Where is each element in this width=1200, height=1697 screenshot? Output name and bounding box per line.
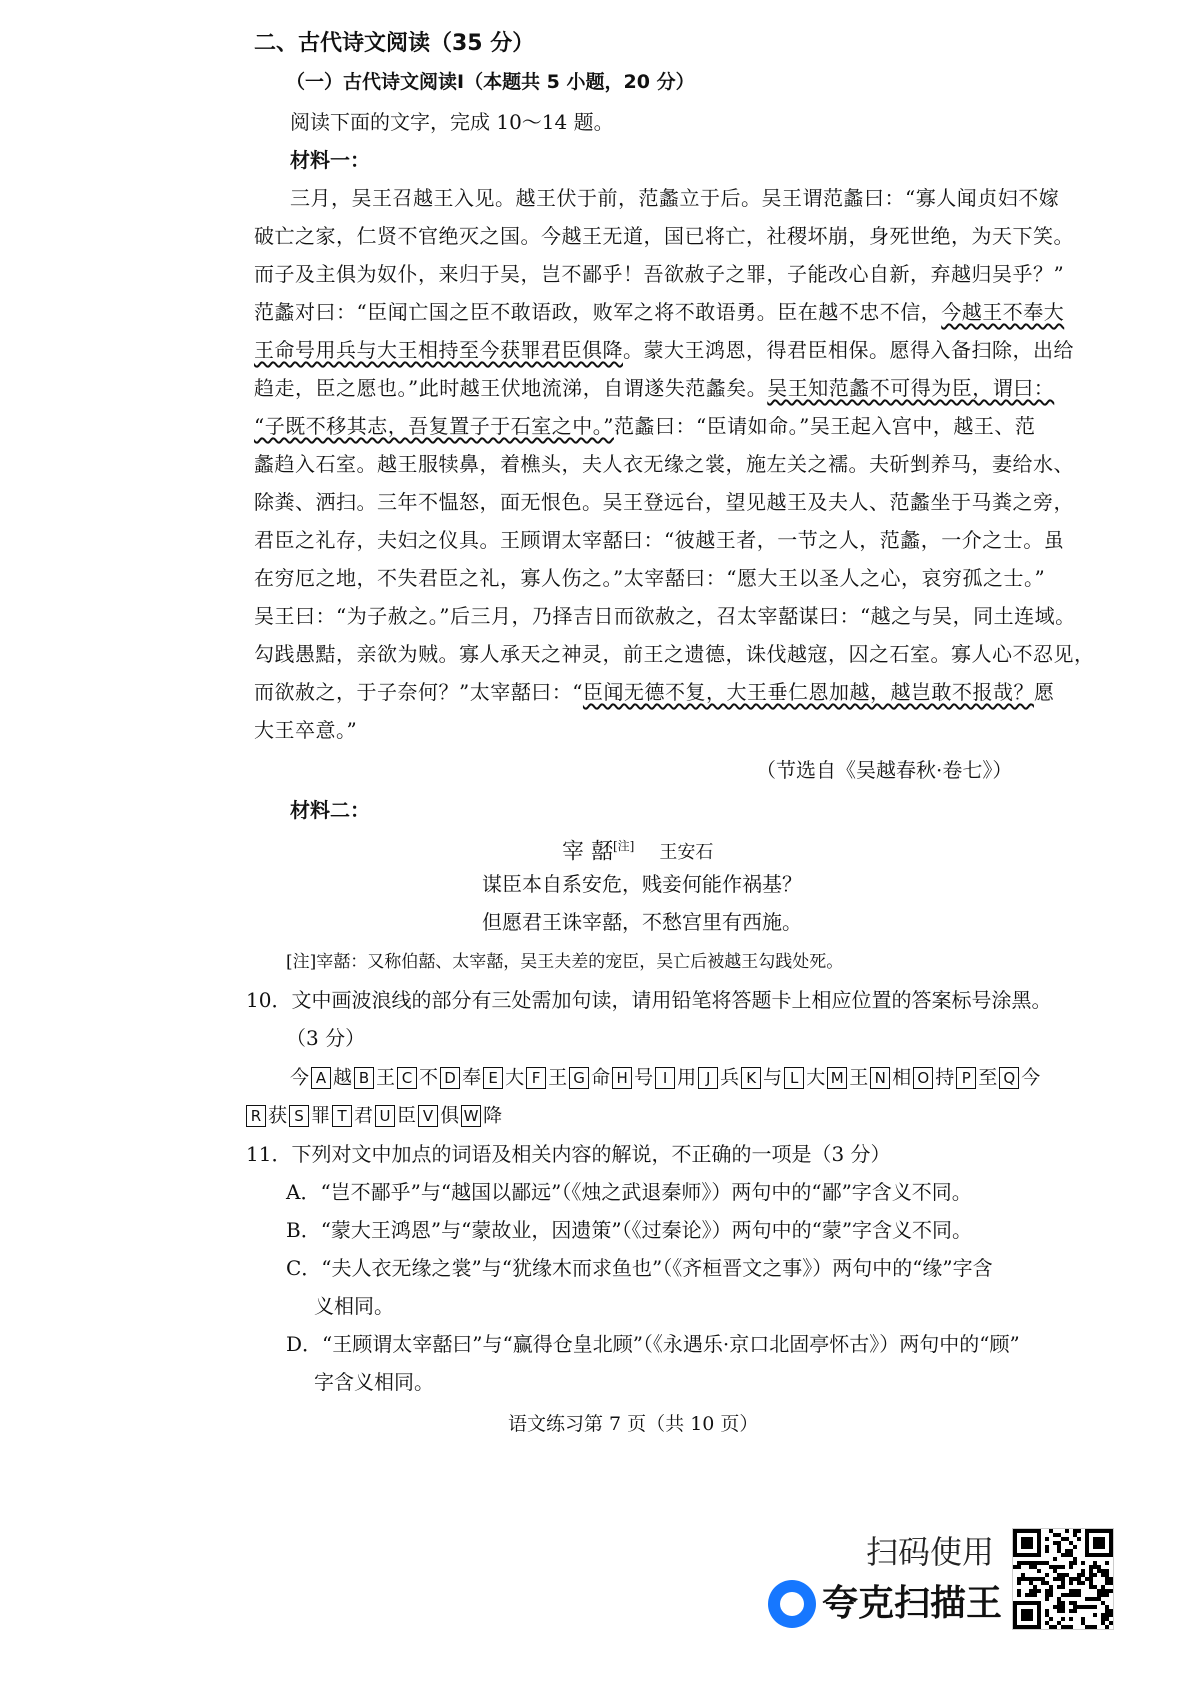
qr-module — [1017, 1581, 1021, 1585]
passage-line: 三月，吴王召越王入见。越王伏于前，范蠡立于后。吴王谓范蠡曰：“寡人闻贞妇不嫁 — [290, 186, 1060, 210]
qr-module — [1037, 1569, 1041, 1573]
answer-box-l[interactable]: L — [784, 1067, 804, 1089]
qr-module — [1105, 1573, 1109, 1577]
qr-module — [1081, 1569, 1085, 1573]
page-footer: 语文练习第 7 页（共 10 页） — [508, 1413, 759, 1435]
qr-module — [1093, 1537, 1105, 1549]
qr-module — [1105, 1577, 1109, 1581]
answer-box-p[interactable]: P — [956, 1067, 976, 1089]
qr-module — [1045, 1549, 1049, 1553]
answer-box-n[interactable]: N — [870, 1067, 890, 1089]
qr-module — [1021, 1537, 1033, 1549]
qr-module — [1105, 1617, 1109, 1621]
qr-module — [1045, 1573, 1049, 1577]
qr-module — [1109, 1613, 1113, 1617]
qr-module — [1069, 1577, 1073, 1581]
qr-module — [1093, 1573, 1097, 1577]
answer-box-r[interactable]: R — [246, 1105, 266, 1127]
qr-module — [1053, 1569, 1057, 1573]
qr-module — [1041, 1577, 1045, 1581]
qr-module — [1089, 1577, 1093, 1581]
answer-box-f[interactable]: F — [526, 1067, 546, 1089]
qr-module — [1073, 1589, 1077, 1593]
note: [注]宰嚭：又称伯嚭、太宰嚭，吴王夫差的宠臣，吴亡后被越王勾践处死。 — [286, 952, 844, 972]
qr-module — [1073, 1533, 1077, 1537]
qr-module — [1077, 1577, 1081, 1581]
passage-text: 范蠡曰：“臣请如命。”吴王起入宫中，越王、范 — [613, 414, 1036, 438]
qr-module — [1081, 1617, 1085, 1621]
qr-module — [1029, 1577, 1033, 1581]
qr-module — [1069, 1565, 1073, 1569]
poem-title-text: 宰 嚭 — [562, 839, 613, 865]
qr-module — [1101, 1621, 1105, 1625]
qr-module — [1053, 1557, 1057, 1561]
sequence-char: 相 — [892, 1066, 912, 1089]
qr-module — [1057, 1541, 1061, 1545]
qr-module — [1109, 1609, 1113, 1613]
qr-module — [1105, 1561, 1109, 1565]
answer-box-d[interactable]: D — [440, 1067, 460, 1089]
passage-line: 君臣之礼存，夫妇之仪具。王顾谓太宰嚭曰：“彼越王者，一节之人，范蠡，一介之士。虽 — [254, 528, 1065, 552]
qr-module — [1093, 1585, 1097, 1589]
sequence-char: 奉 — [462, 1066, 482, 1089]
qr-module — [1033, 1593, 1037, 1597]
qr-module — [1061, 1601, 1065, 1605]
qr-module — [1029, 1561, 1033, 1565]
answer-box-s[interactable]: S — [289, 1105, 309, 1127]
qr-module — [1057, 1533, 1061, 1537]
qr-module — [1057, 1601, 1061, 1605]
qr-module — [1065, 1593, 1069, 1597]
qr-module — [1017, 1593, 1021, 1597]
sequence-char: 俱 — [440, 1104, 460, 1127]
qr-module — [1069, 1561, 1073, 1565]
passage-text: 趋走，臣之愿也。”此时越王伏地流涕，自谓遂失范蠡矣。 — [254, 376, 768, 400]
underline-text: 臣闻无德不复，大王垂仁恩加越，越岂敢不报哉？ — [582, 680, 1034, 704]
qr-module — [1069, 1553, 1073, 1557]
qr-module — [1093, 1613, 1097, 1617]
question-11-stem: 11．下列对文中加点的词语及相关内容的解说，不正确的一项是（3 分） — [246, 1142, 891, 1166]
sequence-char: 臣 — [397, 1104, 417, 1127]
qr-module — [1053, 1577, 1057, 1581]
qr-module — [1101, 1569, 1105, 1573]
section-title: 二、古代诗文阅读（35 分） — [254, 31, 535, 56]
qr-module — [1109, 1577, 1113, 1581]
qr-module — [1097, 1565, 1101, 1569]
passage-line: 而子及主俱为奴仆，来归于吴，岂不鄙乎！吾欲赦子之罪，子能改心自新，弃越归吴乎？” — [254, 262, 1065, 286]
sequence-char: 号 — [634, 1066, 654, 1089]
qr-module — [1073, 1605, 1077, 1609]
passage-text: 而欲赦之，于子奈何？”太宰嚭曰：“ — [254, 680, 583, 704]
sequence-char: 降 — [483, 1104, 503, 1127]
qr-module — [1065, 1537, 1069, 1541]
qr-module — [1073, 1529, 1077, 1533]
qr-module — [1105, 1609, 1109, 1613]
qr-module — [1053, 1625, 1057, 1629]
sequence-char: 今 — [290, 1066, 310, 1089]
scan-label: 扫码使用 — [866, 1533, 995, 1571]
qr-module — [1089, 1573, 1093, 1577]
qr-module — [1073, 1557, 1077, 1561]
qr-module — [1097, 1569, 1101, 1573]
qr-module — [1065, 1529, 1069, 1533]
answer-box-v[interactable]: V — [418, 1105, 438, 1127]
qr-module — [1061, 1625, 1065, 1629]
qr-module — [1073, 1593, 1077, 1597]
qr-module — [1045, 1589, 1049, 1593]
answer-box-w[interactable]: W — [461, 1105, 481, 1127]
brand-name: 夸克扫描王 — [822, 1583, 1003, 1624]
qr-module — [1033, 1561, 1037, 1565]
answer-box-h[interactable]: H — [612, 1067, 632, 1089]
qr-module — [1061, 1573, 1065, 1577]
instruction: 阅读下面的文字，完成 10～14 题。 — [290, 110, 614, 134]
answer-box-e[interactable]: E — [483, 1067, 503, 1089]
qr-module — [1065, 1625, 1069, 1629]
passage-line: 破亡之家，仁贤不官绝灭之国。今越王无道，国已将亡，社稷坏崩，身死世绝，为天下笑。 — [254, 224, 1074, 248]
qr-module — [1109, 1581, 1113, 1585]
qr-code-graphic — [1013, 1529, 1113, 1629]
qr-module — [1045, 1537, 1049, 1541]
qr-module — [1057, 1609, 1061, 1613]
qr-module — [1109, 1621, 1113, 1625]
qr-module — [1093, 1561, 1097, 1565]
qr-module — [1053, 1605, 1057, 1609]
qr-module — [1069, 1601, 1073, 1605]
qr-module — [1057, 1565, 1061, 1569]
qr-module — [1081, 1605, 1085, 1609]
qr-module — [1073, 1545, 1077, 1549]
passage-line — [254, 298, 1064, 326]
answer-box-m[interactable]: M — [827, 1067, 847, 1089]
answer-box-i[interactable]: I — [655, 1067, 675, 1089]
qr-module — [1049, 1589, 1053, 1593]
qr-module — [1037, 1589, 1041, 1593]
qr-module — [1061, 1617, 1065, 1621]
poem-line: 谋臣本自系安危，贱妾何能作祸基？ — [482, 872, 802, 896]
poem-title — [562, 832, 713, 867]
qr-module — [1105, 1613, 1109, 1617]
qr-module — [1097, 1597, 1101, 1601]
qr-module — [1033, 1577, 1037, 1581]
poem-line: 但愿君王诛宰嚭，不愁宫里有西施。 — [482, 910, 802, 934]
qr-module — [1089, 1569, 1093, 1573]
qr-module — [1025, 1593, 1029, 1597]
qr-module — [1049, 1593, 1053, 1597]
qr-module — [1101, 1601, 1105, 1605]
question-10-stem: 10．文中画波浪线的部分有三处需加句读，请用铅笔将答题卡上相应位置的答案标号涂黑。 — [246, 988, 1052, 1012]
punctuation-options-row — [290, 1062, 1040, 1092]
qr-module — [1081, 1573, 1085, 1577]
question-10-score: （3 分） — [286, 1026, 366, 1050]
qr-module — [1057, 1545, 1061, 1549]
qr-module — [1089, 1585, 1093, 1589]
qr-module — [1029, 1589, 1033, 1593]
qr-module — [1065, 1549, 1069, 1553]
sequence-char: 王 — [849, 1066, 869, 1089]
qr-module — [1105, 1625, 1109, 1629]
qr-module — [1061, 1565, 1065, 1569]
answer-box-t[interactable]: T — [332, 1105, 352, 1127]
qr-module — [1049, 1625, 1053, 1629]
passage-text: 愿 — [1033, 680, 1055, 704]
qr-module — [1061, 1593, 1065, 1597]
passage-text: 范蠡对曰：“臣闻亡国之臣不敢语政，败军之将不敢语勇。臣在越不忠不信， — [254, 300, 942, 324]
qr-module — [1045, 1609, 1049, 1613]
passage-line: 吴王曰：“为子赦之。”后三月，乃择吉日而欲赦之，召太宰嚭谋曰：“越之与吴，同土连域。 — [254, 604, 1076, 628]
qr-module — [1045, 1593, 1049, 1597]
qr-module — [1049, 1585, 1053, 1589]
sequence-char: 王 — [548, 1066, 568, 1089]
qr-module — [1069, 1609, 1073, 1613]
sequence-char: 今 — [1021, 1066, 1041, 1089]
qr-module — [1053, 1533, 1057, 1537]
qr-module — [1049, 1565, 1053, 1569]
qr-module — [1073, 1601, 1077, 1605]
passage-line: 勾践愚黠，亲欲为贼。寡人承天之神灵，前王之遗德，诛伐越寇，囚之石室。寡人心不忍见， — [254, 642, 1095, 666]
answer-box-k[interactable]: K — [741, 1067, 761, 1089]
subsection-title: （一）古代诗文阅读Ⅰ（本题共 5 小题，20 分） — [286, 71, 695, 93]
sequence-char: 不 — [419, 1066, 439, 1089]
qr-module — [1033, 1585, 1037, 1589]
qr-module — [1077, 1589, 1081, 1593]
sequence-char: 与 — [763, 1066, 783, 1089]
question-11-option-d-cont: 字含义相同。 — [314, 1370, 434, 1394]
passage-text: 。蒙大王鸿恩，得君臣相保。愿得入备扫除，出给 — [623, 338, 1074, 362]
qr-module — [1041, 1561, 1045, 1565]
qr-module — [1053, 1541, 1057, 1545]
passage-line: 在穷厄之地，不失君臣之礼，寡人伤之。”太宰嚭曰：“愿大王以圣人之心，哀穷孤之士。” — [254, 566, 1046, 590]
qr-module — [1081, 1621, 1085, 1625]
qr-module — [1089, 1597, 1093, 1601]
qr-module — [1057, 1573, 1061, 1577]
qr-module — [1025, 1577, 1029, 1581]
qr-module — [1017, 1577, 1021, 1581]
qr-module — [1101, 1589, 1105, 1593]
qr-module — [1029, 1581, 1033, 1585]
qr-module — [1073, 1561, 1077, 1565]
qr-module — [1045, 1545, 1049, 1549]
qr-module — [1089, 1581, 1093, 1585]
underline-text: 吴王知范蠡不可得为臣，谓曰： — [767, 376, 1055, 400]
qr-module — [1057, 1577, 1061, 1581]
answer-box-j[interactable]: J — [698, 1067, 718, 1089]
sequence-char: 用 — [677, 1066, 697, 1089]
punctuation-options-row — [244, 1100, 502, 1130]
qr-module — [1077, 1537, 1081, 1541]
qr-module — [1105, 1569, 1109, 1573]
passage-line — [254, 412, 1035, 440]
qr-module — [1061, 1605, 1065, 1609]
sequence-char: 越 — [333, 1066, 353, 1089]
qr-module — [1105, 1589, 1109, 1593]
qr-module — [1041, 1581, 1045, 1585]
question-11-option-c: C．“夫人衣无缘之裳”与“犹缘木而求鱼也”（《齐桓晋文之事》）两句中的“缘”字含 — [286, 1256, 993, 1280]
qr-module — [1069, 1581, 1073, 1585]
qr-module — [1069, 1625, 1073, 1629]
qr-module — [1097, 1589, 1101, 1593]
sequence-char: 命 — [591, 1066, 611, 1089]
sequence-char: 获 — [268, 1104, 288, 1127]
qr-module — [1045, 1581, 1049, 1585]
qr-module — [1089, 1625, 1093, 1629]
qr-module — [1029, 1593, 1033, 1597]
sequence-char: 王 — [376, 1066, 396, 1089]
qr-module — [1029, 1565, 1033, 1569]
qr-module — [1077, 1573, 1081, 1577]
qr-module — [1101, 1613, 1105, 1617]
sequence-char: 大 — [806, 1066, 826, 1089]
qr-module — [1021, 1609, 1033, 1621]
qr-module — [1105, 1581, 1109, 1585]
qr-module — [1105, 1605, 1109, 1609]
qr-module — [1033, 1565, 1037, 1569]
qr-module — [1049, 1617, 1053, 1621]
qr-module — [1049, 1529, 1053, 1533]
qr-module — [1081, 1581, 1085, 1585]
answer-box-g[interactable]: G — [569, 1067, 589, 1089]
qr-module — [1077, 1605, 1081, 1609]
qr-module — [1065, 1573, 1069, 1577]
qr-module — [1013, 1565, 1017, 1569]
poem-note-mark: [注] — [613, 839, 635, 853]
qr-module — [1045, 1621, 1049, 1625]
qr-module — [1037, 1561, 1041, 1565]
qr-module — [1021, 1573, 1025, 1577]
material2-label: 材料二： — [290, 798, 370, 822]
qr-module — [1101, 1573, 1105, 1577]
passage-line — [254, 374, 1054, 402]
qr-module — [1077, 1529, 1081, 1533]
qr-module — [1033, 1589, 1037, 1593]
qr-module — [1025, 1561, 1029, 1565]
qr-module — [1057, 1597, 1061, 1601]
qr-module — [1037, 1577, 1041, 1581]
answer-box-o[interactable]: O — [913, 1067, 933, 1089]
qr-code-icon[interactable] — [1012, 1528, 1114, 1630]
qr-module — [1057, 1585, 1061, 1589]
qr-module — [1085, 1597, 1089, 1601]
qr-module — [1085, 1625, 1089, 1629]
qr-module — [1101, 1593, 1105, 1597]
qr-module — [1061, 1537, 1065, 1541]
qr-module — [1069, 1617, 1073, 1621]
qr-module — [1057, 1621, 1061, 1625]
qr-module — [1069, 1593, 1073, 1597]
qr-module — [1101, 1617, 1105, 1621]
underline-text: “子既不移其志，吾复置子于石室之中。” — [254, 414, 614, 438]
question-11-option-a: A．“岂不鄙乎”与“越国以鄙远”（《烛之武退秦师》）两句中的“鄙”字含义不同。 — [286, 1180, 972, 1204]
qr-module — [1105, 1593, 1109, 1597]
passage-line — [254, 678, 1054, 706]
qr-module — [1061, 1609, 1065, 1613]
passage-line: 大王卒意。” — [254, 718, 358, 742]
qr-module — [1101, 1585, 1105, 1589]
qr-module — [1077, 1581, 1081, 1585]
passage-line — [254, 336, 1074, 364]
question-11-option-b: B．“蒙大王鸿恩”与“蒙故业，因遗策”（《过秦论》）两句中的“蒙”字含义不同。 — [286, 1218, 973, 1242]
question-11-option-c-cont: 义相同。 — [314, 1294, 394, 1318]
qr-module — [1021, 1561, 1025, 1565]
qr-module — [1069, 1549, 1073, 1553]
passage-line: 除粪、洒扫。三年不愠怒，面无恨色。吴王登远台，望见越王及夫人、范蠡坐于马粪之旁， — [254, 490, 1074, 514]
wavy-underline-text: 王命号用兵与大王相持至今获罪君臣俱降 — [254, 338, 623, 362]
sequence-char: 大 — [505, 1066, 525, 1089]
source-citation: （节选自《吴越春秋·卷七》） — [756, 758, 1013, 782]
qr-module — [1089, 1605, 1093, 1609]
material1-label: 材料一： — [290, 148, 370, 172]
qr-module — [1017, 1565, 1021, 1569]
qr-module — [1061, 1553, 1065, 1557]
qr-module — [1065, 1553, 1069, 1557]
sequence-char: 君 — [354, 1104, 374, 1127]
qr-module — [1097, 1593, 1101, 1597]
answer-box-u[interactable]: U — [375, 1105, 395, 1127]
answer-box-c[interactable]: C — [397, 1067, 417, 1089]
sequence-char: 至 — [978, 1066, 998, 1089]
qr-module — [1081, 1561, 1085, 1565]
qr-module — [1073, 1577, 1077, 1581]
qr-module — [1045, 1597, 1049, 1601]
qr-module — [1045, 1613, 1049, 1617]
qr-module — [1085, 1605, 1089, 1609]
qr-module — [1093, 1625, 1097, 1629]
answer-box-b[interactable]: B — [354, 1067, 374, 1089]
sequence-char: 罪 — [311, 1104, 331, 1127]
poem-author: 王安石 — [659, 842, 714, 864]
qr-module — [1017, 1589, 1021, 1593]
sequence-char: 兵 — [720, 1066, 740, 1089]
qr-module — [1069, 1541, 1073, 1545]
question-11-option-d: D．“王顾谓太宰嚭曰”与“赢得仓皇北顾”（《永遇乐·京口北固亭怀古》）两句中的“顾” — [286, 1332, 1020, 1356]
answer-box-a[interactable]: A — [311, 1067, 331, 1089]
qr-module — [1093, 1597, 1097, 1601]
passage-line: 蠡趋入石室。越王服犊鼻，着樵头，夫人衣无缘之裳，施左关之襦。夫斫剉养马，妻给水、 — [254, 452, 1074, 476]
answer-box-q[interactable]: Q — [999, 1067, 1019, 1089]
qr-module — [1061, 1581, 1065, 1585]
qr-module — [1057, 1605, 1061, 1609]
qr-module — [1093, 1605, 1097, 1609]
qr-module — [1077, 1593, 1081, 1597]
qr-module — [1057, 1549, 1061, 1553]
qr-module — [1061, 1585, 1065, 1589]
qr-module — [1073, 1609, 1077, 1613]
qr-module — [1045, 1561, 1049, 1565]
qr-module — [1109, 1589, 1113, 1593]
qr-module — [1017, 1561, 1021, 1565]
qr-module — [1093, 1565, 1097, 1569]
quark-logo-icon — [768, 1580, 816, 1628]
qr-module — [1053, 1565, 1057, 1569]
wavy-underline-text: 今越王不奉大 — [941, 300, 1065, 324]
sequence-char: 持 — [935, 1066, 955, 1089]
qr-module — [1021, 1577, 1025, 1581]
qr-module — [1061, 1577, 1065, 1581]
qr-module — [1069, 1589, 1073, 1593]
qr-module — [1085, 1577, 1089, 1581]
qr-module — [1089, 1565, 1093, 1569]
